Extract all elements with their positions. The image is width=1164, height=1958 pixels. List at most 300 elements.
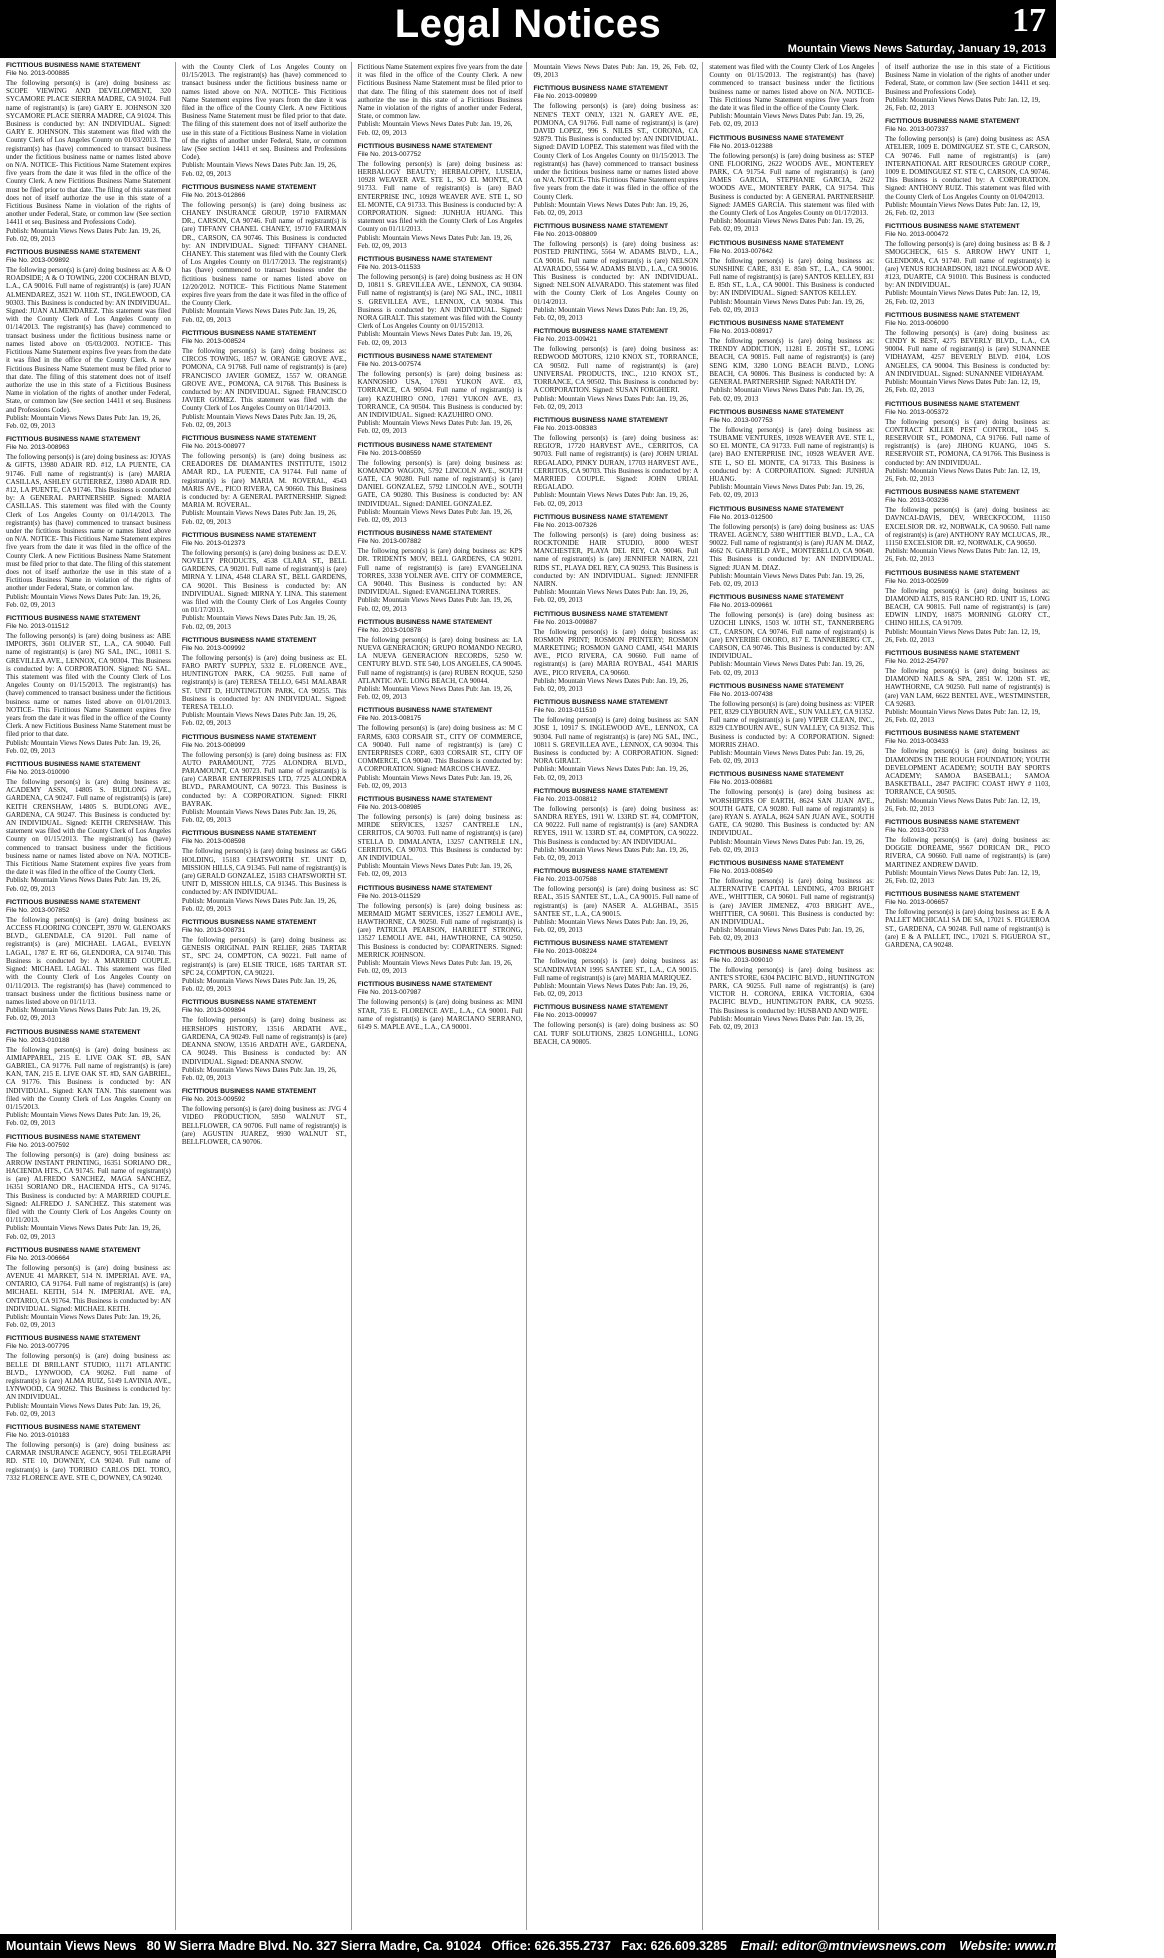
notice-file-number: File No. 2013-006664: [6, 1254, 70, 1262]
notice-heading: FICTITIOUS BUSINESS NAME STATEMENT: [885, 891, 1020, 899]
legal-notice: [358, 63, 523, 137]
notice-heading: FICTITIOUS BUSINESS NAME STATEMENT: [709, 320, 844, 328]
notice-file-number: File No. 2013-007574: [357, 360, 422, 368]
notice-heading: FICTITIOUS BUSINESS NAME STATEMENT: [709, 771, 844, 779]
notice-body: The following person(s) is (are) doing business as: CARMAR INSURANCE AGENCY, 9051 TELEGRAPH RD. STE 10, DOWNEY, CA 90240. Full name of registrant(s) is (are) TORIBIO CARLOS DEL TORO, 7332 FLORENCE AVE. STE C, DOWNEY, CA 90240.: [6, 1441, 171, 1482]
legal-notice: [885, 730, 1050, 813]
notice-heading: FICTITIOUS BUSINESS NAME STATEMENT: [357, 796, 493, 804]
notice-body: The following person(s) is (are) doing business as: MIRDE SERVICES, 13257 CANTRELE LN., CERRITOS, CA 90703. Full name of registrant(s) is (are) STELLA D. DIMALANTA, 13257 CANTRELE LN., CERRITOS, CA 90703. This Business is conducted by: AN INDIVIDUAL.: [357, 813, 523, 863]
legal-notice: [885, 312, 1050, 395]
notice-file-number: File No. 2013-012500: [709, 513, 773, 521]
legal-notice: [358, 796, 523, 879]
notice-body: statement was filed with the County Clerk of Los Angeles County on 01/15/2013. The registrant(s) has (have) commenced to transact business under the fictitious business name or names listed above on N/A. NOTICE- This Fictitious Name Statement expires five years from the date it was filed in the office of the County Clerk.: [709, 63, 875, 113]
notice-file-number: File No. 2013-008963: [6, 444, 70, 452]
notice-heading: FICTITIOUS BUSINESS NAME STATEMENT: [6, 898, 141, 906]
notice-heading: FICTITIOUS BUSINESS NAME STATEMENT: [181, 999, 317, 1007]
notice-body: The following person(s) is (are) doing business as: BELLE DI BRILLANT STUDIO, 11171 ATLANTIC BLVD., LYNWOOD, CA 90262. Full name of registrant(s) is (are) ALMA RUIZ, 5149 LAVINIA AVE., LYNWOOD, CA 90262. This Business is conducted by: AN INDIVIDUAL.: [6, 1352, 171, 1402]
notice-body: The following person(s) is (are) doing business as: FIX AUTO PARAMOUNT, 7725 ALONDRA BLVD., PARAMOUNT, CA 90723. Full name of registrant(s) is (are) CARBAR ENTERPRISES LTD, 7725 ALONDRA BLVD., PARAMOUNT, CA 90723. This Business is conducted by: A CORPORATION. Signed: FIKRI BAYRAK.: [181, 750, 347, 808]
notice-body: The following person(s) is (are) doing business as: DOGGIE DOREAME, 9567 DORICAN DR., PICO RIVERA, CA 90660. Full name of registrant(s) is (are) MARTINEZ ANDREW DAVID.: [885, 836, 1050, 869]
notice-publish-dates: Publish: Mountain Views News Dates Pub: Jan. 19, 26, Feb. 02, 09, 2013: [533, 491, 689, 508]
notice-file-number: File No. 2013-000472: [885, 231, 949, 239]
notice-file-number: File No. 2013-008809: [533, 231, 597, 239]
notice-body: The following person(s) is (are) doing business as: KANNOSHO USA, 17691 YUKON AVE. #3, TORRANCE, CA 90504. Full name of registrant(s) is (are) KAZUHIRO ONO, 17691 YUKON AVE. #3, TORRANCE, CA 90504. This Business is conducted by: AN INDIVIDUAL. Signed: KAZUHIRO ONO.: [357, 369, 523, 419]
notice-publish-dates: Publish: Mountain Views News Dates Pub: Jan. 19, 26, Feb. 02, 09, 2013: [357, 959, 513, 976]
notice-body: The following person(s) is (are) doing business as: STEP ONE FLOORING, 2622 WOODS AVE., MONTEREY PARK, CA 91754. Full name of registrant(s) is (are) JAMES GARCIA, STEPHANIE GARCIA, 2622 WOODS AVE., MONTEREY PARK, CA 91754. This Business is conducted by: A GENERAL PARTNERSHIP. Signed: JAMES GARCIA. This statement was filed with the County Clerk of Los Angeles County on 01/17/2013.: [709, 151, 875, 218]
legal-notice: [6, 761, 171, 893]
notice-body: The following person(s) is (are) doing business as: ANTE'S STORE, 6304 PACIFIC BLVD., HUNTINGTON PARK, CA 90255. Full name of registrant(s) is (are) VICTOR H. CORONA, ERIKA VICTORIA, 6304 PACIFIC BLVD., HUNTINGTON PARK, CA 90255. This Business is conducted by: HUSBAND AND WIFE.: [709, 965, 875, 1015]
legal-notice: [885, 891, 1050, 949]
notice-file-number: File No. 2013-008985: [357, 804, 422, 812]
notice-body: The following person(s) is (are) doing business as: ASA ATELIER, 1009 E. DOMINGUEZ ST. STE C, CARSON, CA 90746. Full name of registrant(s) is (are) INTERNATIONAL ART RESOURCES GROUP CORP., 1009 E. DOMINGUEZ ST. STE C, CARSON, CA 90746. This Business is conducted by: A CORPORATION. Signed: ANTHONY RUIZ. This statement was filed with the County Clerk of Los Angeles County on 01/04/2013.: [885, 135, 1050, 201]
notice-heading: FICTITIOUS BUSINESS NAME STATEMENT: [533, 85, 669, 93]
notice-file-number: File No. 2013-007795: [6, 1343, 70, 1351]
notice-publish-dates: Publish: Mountain Views News Dates Pub: Jan. 19, 26, Feb. 02, 09, 2013: [357, 120, 513, 137]
legal-notice: [533, 85, 698, 217]
notice-file-number: File No. 2013-007987: [357, 989, 422, 997]
notice-heading: FICTITIOUS BUSINESS NAME STATEMENT: [709, 505, 844, 513]
legal-notice: [533, 788, 698, 862]
notice-file-number: File No. 2013-010183: [6, 1432, 70, 1440]
notice-file-number: File No. 2013-008598: [181, 838, 246, 846]
notice-body: The following person(s) is (are) doing business as: B & J SMOGCHECK, 615 S. ARROW HWY UNIT 1, GLENDORA, CA 91740. Full name of registrant(s) is (are) VENUS RICHARDSON, 1821 INGLEWOOD AVE. #123, DUARTE, CA 91010. This Business is conducted by: AN INDIVIDUAL.: [885, 240, 1050, 290]
notice-publish-dates: Publish: Mountain Views News Dates Pub: Jan. 19, 26, Feb. 02, 09, 2013: [709, 837, 865, 854]
notice-file-number: File No. 2013-003433: [885, 738, 949, 746]
notice-publish-dates: Publish: Mountain Views News Dates Pub: Jan. 19, 26, Feb. 02, 09, 2013: [533, 845, 689, 863]
legal-notice: [709, 860, 874, 943]
notice-file-number: File No. 2013-006090: [885, 319, 949, 327]
notice-column: [6, 62, 176, 1930]
notice-heading: FICTITIOUS BUSINESS NAME STATEMENT: [357, 981, 493, 989]
notice-publish-dates: Publish: Mountain Views News Dates Pub: Jan. 12, 19, 26, Feb. 02, 2013: [885, 707, 1040, 725]
notice-publish-dates: Publish: Mountain Views News Dates Pub: Jan. 19, 26, Feb. 02, 09, 2013: [709, 386, 865, 403]
legal-notice: [358, 530, 523, 613]
notice-heading: FICTITIOUS BUSINESS NAME STATEMENT: [357, 142, 493, 150]
notice-file-number: File No. 2013-007753: [709, 416, 773, 424]
notice-file-number: File No. 2013-008812: [533, 795, 597, 803]
notice-heading: FICTITIOUS BUSINESS NAME STATEMENT: [533, 610, 669, 618]
notice-body: Mountain Views News Dates Pub: Jan. 19, 26, Feb. 02, 09, 2013: [533, 63, 699, 80]
notice-body: The following person(s) is (are) doing business as: ABE IMPORTS, 3601 OLIVER ST., L.A., CA 90040. Full name of registrant(s) is (are) NG SAL, INC., 10811 S. GREVILLEA AVE., LENNOX, CA 90304. This Business is conducted by: A CORPORATION. Signed: NG SAL. This statement was filed with the County Clerk of Los Angeles County on 01/15/2013. The registrant(s) has (have) commenced to transact business under the fictitious business name or names listed above on 01/01/2013. NOTICE- This Fictitious Name Statement expires five years from the date it was filed in the office of the County Clerk. A new Fictitious Business Name Statement must be filed prior to that date.: [6, 631, 171, 739]
notice-body: of itself authorize the use in this state of a Fictitious Business Name in violation of the rights of another under Federal, State, or common law (See section 14411 et seq. Business and Professions Code).: [885, 63, 1050, 96]
legal-notice: [358, 442, 523, 525]
notice-file-number: File No. 2013-009997: [533, 1012, 597, 1020]
notice-publish-dates: Publish: Mountain Views News Dates Pub: Jan. 19, 26, Feb. 02, 09, 2013: [357, 862, 513, 879]
notice-body: The following person(s) is (are) doing business as: E & A PALLET MICHICALI SA DE SA, 17021 S. FIGUEROA ST., GARDENA, CA 90248. Full name of registrant(s) is (are) E & A PALLET, INC., 17021 S. FIGUEROA ST., GARDENA, CA 90248.: [885, 908, 1050, 950]
notice-publish-dates: Publish: Mountain Views News Dates Pub: Jan. 19, 26, Feb. 02, 09, 2013: [533, 918, 689, 935]
notice-body: The following person(s) is (are) doing business as: DIAMOND NAILS & SPA, 2851 W. 120th ST. #E, HAWTHORNE, CA 90250. Full name of registrant(s) is (are) VAN LAM, 6622 BENTEL AVE., WESTMINSTER, CA 92683.: [885, 666, 1050, 708]
notice-body: The following person(s) is (are) doing business as: SANDRA REYES, 1911 W. 133RD ST. #4, COMPTON, CA 90222. Full name of registrant(s) is (are) SANDRA REYES, 1911 W. 133RD ST. #4, COMPTON, CA 90222. This Business is conducted by: AN INDIVIDUAL.: [533, 804, 699, 846]
notice-file-number: File No. 2013-005372: [885, 408, 949, 416]
notice-heading: FICTITIOUS BUSINESS NAME STATEMENT: [181, 329, 317, 337]
legal-notice: [709, 409, 874, 500]
legal-notice: [533, 63, 698, 79]
notice-heading: FICTITIOUS BUSINESS NAME STATEMENT: [709, 408, 844, 416]
notice-publish-dates: Publish: Mountain Views News Dates Pub: Jan. 19, 26, Feb. 02, 09, 2013: [533, 394, 689, 411]
notice-body: The following person(s) is (are) doing business as: DIAMOND ALTS, 815 RANCHO RD. UNIT 15, LONG BEACH, CA 90815. Full name of registrant(s) is (are) EDWIN LINDY, 16875 MORNING GLORY CT., CHINO HILLS, CA 91709.: [885, 586, 1050, 628]
notice-heading: FICTITIOUS BUSINESS NAME STATEMENT: [357, 530, 493, 538]
notice-column: [358, 62, 528, 1930]
notice-body: The following person(s) is (are) doing business as: MERMAID MGMT SERVICES, 13527 LEMOLI AVE., HAWTHORNE, CA 90250. Full name of registrant(s) is (are) PATRICIA PEARSON, HARRIETT STRONG, 13527 LEMOLI AVE. #41, HAWTHORNE, CA 90250. This Business is conducted by: COPARTNERS. Signed: MERRICK JOHNSON.: [357, 901, 523, 959]
notice-publish-dates: Publish: Mountain Views News Dates Pub: Jan. 19, 26, Feb. 02, 09, 2013: [709, 217, 865, 234]
legal-notice: [885, 650, 1050, 724]
legal-notice: [533, 514, 698, 605]
legal-notice: [533, 1004, 698, 1046]
notice-heading: FICTITIOUS BUSINESS NAME STATEMENT: [885, 311, 1020, 319]
legal-notice: [182, 532, 347, 631]
notice-body: with the County Clerk of Los Angeles County on 01/15/2013. The registrant(s) has (have) commenced to transact business under the fictitious business name or names listed above on N/A. NOTICE- This Fictitious Name Statement expires five years from the date it was filed in the office of the County Clerk. A new Fictitious Business Name Statement must be filed prior to that date. The filing of this statement does not of itself authorize the use in this state of a Fictitious Business Name in violation of the rights of another under Federal, State, or common law (See section 14411 et seq. Business and Professions Code).: [181, 63, 347, 162]
notice-publish-dates: Publish: Mountain Views News Dates Pub: Jan. 19, 26, Feb. 02, 09, 2013: [181, 614, 337, 631]
notice-heading: FICTITIOUS BUSINESS NAME STATEMENT: [885, 118, 1020, 126]
notice-file-number: File No. 2013-009010: [709, 956, 773, 964]
notice-heading: FICTITIOUS BUSINESS NAME STATEMENT: [6, 1028, 141, 1036]
notice-publish-dates: Publish: Mountain Views News Dates Pub: Jan. 19, 26, Feb. 02, 09, 2013: [709, 112, 865, 129]
notice-body: The following person(s) is (are) doing business as: CREADORES DE DIAMANTES INSTITUTE, 15012 AMAR RD., LA PUENTE, CA 91744. Full name of registrant(s) is (are) MARIA M. ROVERAL, 4543 MARIS AVE., PICO RIVERA, CA 90660. This Business is conducted by: A GENERAL PARTNERSHIP. Signed: MARIA M. ROVERAL.: [181, 451, 347, 510]
notice-file-number: File No. 2013-007337: [885, 126, 949, 134]
notice-body: The following person(s) is (are) doing business as: CINDY K BEST, 4275 BEVERLY BLVD., L.A., CA 90004. Full name of registrant(s) is (are) SUNANNEE VIDHAYAM, 4257 BEVERLY BLVD. #104, LOS ANGELES, CA 90004. This Business is conducted by: AN INDIVIDUAL. Signed: SUNANNEE VIDHAYAM.: [885, 328, 1050, 378]
notice-heading: FICTITIOUS BUSINESS NAME STATEMENT: [533, 223, 669, 231]
notice-publish-dates: Publish: Mountain Views News Dates Pub: Jan. 19, 26, Feb. 02, 09, 2013: [181, 161, 337, 178]
legal-notice: [533, 699, 698, 782]
notice-publish-dates: Publish: Mountain Views News Dates Pub: Jan. 19, 26, Feb. 02, 09, 2013: [181, 977, 337, 994]
notice-file-number: File No. 2013-003236: [885, 497, 949, 505]
legal-notice: [182, 830, 347, 913]
notice-file-number: File No. 2013-002599: [885, 577, 949, 585]
notice-heading: FICTITIOUS BUSINESS NAME STATEMENT: [533, 868, 669, 876]
notice-heading: FICTITIOUS BUSINESS NAME STATEMENT: [533, 513, 669, 521]
notice-column: [533, 62, 703, 1930]
notice-body: Fictitious Name Statement expires five years from the date it was filed in the office of the County Clerk. A new Fictitious Business Name Statement must be filed prior to that date. The filing of this statement does not of itself authorize the use in this state of a Fictitious Business Name in violation of the rights of another under Federal, State, or common law.: [357, 63, 523, 121]
notice-file-number: File No. 2013-007752: [357, 150, 422, 158]
notice-publish-dates: Publish: Mountain Views News Dates Pub: Jan. 19, 26, Feb. 02, 09, 2013: [6, 1401, 161, 1418]
notice-heading: FICTITIOUS BUSINESS NAME STATEMENT: [357, 618, 493, 626]
notice-publish-dates: Publish: Mountain Views News Dates Pub: Jan. 19, 26, Feb. 02, 09, 2013: [357, 773, 513, 790]
notice-publish-dates: Publish: Mountain Views News Dates Pub: Jan. 19, 26, Feb. 02, 09, 2013: [6, 738, 161, 755]
notice-body: The following person(s) is (are) doing business as: JOYAS & GIFTS, 13980 ADAIR RD. #12, LA PUENTE, CA 91746. Full name of registrant(s) is (are) MARIA CASILLAS, ASHLEY GUTIERREZ, 13980 ADAIR RD. #12, LA PUENTE, CA 91746. This Business is conducted by: A GENERAL PARTNERSHIP. Signed: MARIA CASILLAS. This statement was filed with the County Clerk of Los Angeles County on 01/14/2013. The registrant(s) has (have) commenced to transact business under the fictitious business name or names listed above on N/A. NOTICE- This Fictitious Name Statement expires five years from the date it was filed in the office of the County Clerk. A new Fictitious Business Name Statement must be filed prior to that date. The filing of this statement does not of itself authorize the use in this state of a Fictitious Business Name in violation of the rights of another under Federal, State, or common law.: [6, 453, 171, 593]
notice-publish-dates: Publish: Mountain Views News Dates Pub: Jan. 19, 26, Feb. 02, 09, 2013: [533, 676, 689, 693]
notice-body: The following person(s) is (are) doing business as: ROCKTONIDE HAIR STUDIO, 8000 WEST MANCHESTER, PLAYA DEL REY, CA 90046. Full name of registrant(s) is (are) JENNIFER NAIRN, 221 RIDS ST., PLAYA DEL REY, CA 90293. This Business is conducted by: AN INDIVIDUAL. Signed: JENNIFER NAIRN.: [533, 530, 699, 588]
notice-body: The following person(s) is (are) doing business as: SCANDINAVIAN 1995 SANTEE ST., L.A., CA 90015. Full name of registrant(s) is (are) MARIA MARIQUEZ.: [533, 957, 699, 982]
notice-publish-dates: Publish: Mountain Views News Dates Pub: Jan. 19, 26, Feb. 02, 09, 2013: [6, 1006, 161, 1023]
notice-heading: FICTITIOUS BUSINESS NAME STATEMENT: [181, 919, 317, 927]
notice-heading: FICTITIOUS BUSINESS NAME STATEMENT: [181, 434, 317, 442]
notice-file-number: File No. 2013-009899: [533, 93, 597, 101]
legal-notice: [709, 135, 874, 234]
notice-heading: FICTITIOUS BUSINESS NAME STATEMENT: [6, 1246, 141, 1254]
notice-file-number: File No. 2013-012373: [181, 539, 246, 547]
legal-notice: [533, 611, 698, 694]
notice-file-number: File No. 2013-008917: [709, 328, 773, 336]
notice-heading: FICTITIOUS BUSINESS NAME STATEMENT: [885, 223, 1020, 231]
notice-heading: FICTITIOUS BUSINESS NAME STATEMENT: [709, 239, 844, 247]
notice-file-number: File No. 2013-009421: [533, 336, 597, 344]
legal-notice: [358, 619, 523, 702]
footer-fax: Fax: 626.609.3285: [621, 1939, 727, 1953]
notice-file-number: File No. 2013-008559: [357, 449, 422, 457]
legal-notice: [182, 435, 347, 526]
notice-publish-dates: Publish: Mountain Views News Dates Pub: Jan. 19, 26, Feb. 02, 09, 2013: [6, 1313, 161, 1330]
legal-notice: [709, 683, 874, 766]
notice-heading: FICTITIOUS BUSINESS NAME STATEMENT: [6, 1133, 141, 1141]
notice-body: The following person(s) is (are) doing business as: KOMANDO WAGON, 5792 LINCOLN AVE., SOUTH GATE, CA 90280. Full name of registrant(s) is (are) DANIEL GONZALEZ, 5792 LINCOLN AVE., SOUTH GATE, CA 90280. This Business is conducted by: AN INDIVIDUAL. Signed: DANIEL GONZALEZ.: [357, 458, 523, 508]
notice-body: The following person(s) is (are) doing business as: CHANEY INSURANCE GROUP, 19710 FAIRMAN DR., CARSON, CA 90746. Full name of registrant(s) is (are) TIFFANY CHANEL CHANEY, 19710 FAIRMAN DR., CARSON, CA 90746. This Business is conducted by: AN INDIVIDUAL. Signed: TIFFANY CHANEL CHANEY. This statement was filed with the County Clerk of Los Angeles County on 01/17/2013. The registrant(s) has (have) commenced to transact business under the fictitious business name or names listed above on 12/20/2012. NOTICE- This Fictitious Name Statement expires five years from the date it was filed in the office of the County Clerk.: [181, 200, 347, 308]
legal-notice: [358, 885, 523, 976]
notice-body: The following person(s) is (are) doing business as: SC REAL, 3515 SANTEE ST., L.A., CA 90015. Full name of registrant(s) is (are) NASER A. ALGHBAL, 3515 SANTEE ST., L.A., CA 90015.: [533, 885, 699, 918]
legal-notice: [182, 1088, 347, 1146]
notice-body: The following person(s) is (are) doing business as: ARROW INSTANT PRINTING, 16351 SORIANO DR., HACIENDA HTS., CA 91745. Full name of registrant(s) is (are) ALFREDO SANCHEZ, MAGA SANCHEZ, 16351 SORIANO DR., HACIENDA HTS., CA 91745. This Business is conducted by: A MARRIED COUPLE. Signed: ALFREDO J. SANCHEZ. This statement was filed with the County Clerk of Los Angeles County on 01/11/2013.: [6, 1150, 171, 1225]
notice-file-number: File No. 2013-007852: [6, 906, 70, 914]
notice-file-number: File No. 2013-009592: [181, 1096, 246, 1104]
notice-file-number: File No. 2013-008999: [181, 741, 246, 749]
legal-notice: [182, 63, 347, 178]
notice-body: The following person(s) is (are) doing business as: H ON D, 10811 S. GREVILLEA AVE., LENNOX, CA 90304. Full name of registrant(s) is (are) NG SAL, INC., 10811 S. GREVILLEA AVE., LENNOX, CA 90304. This Business is conducted by: AN INDIVIDUAL. Signed: NORA GIRALT. This statement was filed with the County Clerk of Los Angeles County on 01/15/2013.: [357, 273, 523, 331]
legal-notice: [533, 417, 698, 508]
notice-heading: FICTITIOUS BUSINESS NAME STATEMENT: [357, 884, 493, 892]
notice-body: The following person(s) is (are) doing business as: POSTED PRINTING, 5564 W. ADAMS BLVD., L.A., CA 90016. Full name of registrant(s) is (are) NELSON ALVARADO, 5564 W. ADAMS BLVD., L.A., CA 90016. This Business is conducted by: AN INDIVIDUAL. Signed: NELSON ALVARADO. This statement was filed with the County Clerk of Los Angeles County on 01/14/2013.: [533, 240, 699, 306]
notice-body: The following person(s) is (are) doing business as: REGIO'R, 17720 HARVEST AVE., CERRITOS, CA 90703. Full name of registrant(s) is (are) JOHN URIAL REGALADO, PINKY DURAN, 17703 HARVEST AVE., CERRITOS, CA 90703. This Business is conducted by: A MARRIED COUPLE. Signed: JOHN URIAL REGALADO.: [533, 433, 699, 492]
notice-publish-dates: Publish: Mountain Views News Dates Pub: Jan. 19, 26, Feb. 02, 09, 2013: [6, 876, 161, 893]
notice-publish-dates: Publish: Mountain Views News Dates Pub: Jan. 19, 26, Feb. 02, 09, 2013: [181, 896, 337, 913]
notice-body: The following person(s) is (are) doing business as: KPS DR. TRIDENTS MOV, BELL GARDENS, CA 90201. Full name of registrant(s) is (are) EVANGELINA TORRES, 3338 YOLNER AVE. CITY OF COMMERCE, CA 90040. This Business is conducted by: AN INDIVIDUAL. Signed: EVANGELINA TORRES.: [357, 547, 523, 597]
notice-file-number: File No. 2013-008524: [181, 337, 246, 345]
notice-publish-dates: Publish: Mountain Views News Dates Pub: Jan. 12, 19, 26, Feb. 02, 2013: [885, 95, 1040, 113]
notice-file-number: File No. 2013-007592: [6, 1141, 70, 1149]
notice-file-number: File No. 2013-000885: [6, 70, 70, 77]
legal-notice: [885, 489, 1050, 563]
notice-publish-dates: Publish: Mountain Views News Dates Pub: Jan. 12, 19, 26, Feb. 02, 2013: [885, 289, 1040, 306]
legal-notice: [6, 1029, 171, 1128]
notice-heading: FICTITIOUS BUSINESS NAME STATEMENT: [357, 352, 493, 360]
legal-notice: [182, 184, 347, 324]
notice-body: The following person(s) is (are) doing business as: JVG 4 VIDEO PRODUCTION, 5950 WALNUT ST., BELLFLOWER, CA 90706. Full name of registrant(s) is (are) AGUSTIN JUAREZ, 9930 WALNUT ST., BELLFLOWER, CA 90706.: [181, 1105, 347, 1146]
legal-notice: [533, 868, 698, 934]
notice-publish-dates: Publish: Mountain Views News Dates Pub: Jan. 12, 19, 26, Feb. 02, 2013: [885, 200, 1040, 218]
notice-body: The following person(s) is (are) doing business as: DIAMONDS IN THE ROUGH FOUNDATION; YOUTH DEVELOPMENT ACADEMY; SOUTH BAY SPORTS ACADEMY; SAMOA BASEBALL; SAMOA BASKETBALL, 2847 PACIFIC COAST HWY # 1103, TORRANCE, CA 90505.: [885, 747, 1050, 797]
legal-notice: [533, 223, 698, 322]
dateline: Mountain Views News Saturday, January 19, 2013: [787, 43, 1046, 55]
notice-file-number: File No. 2013-006657: [885, 899, 949, 907]
notice-body: The following person(s) is (are) doing business as: LA NUEVA GENERACION; GRUPO ROMANDO NEGRO, LA NUEVA GENERACION RECORDS, 5250 W. CENTURY BLVD. STE 540, LOS ANGELES, CA 90045. Full name of registrant(s) is (are) RUBEN ROQUE, 5250 ATLANTIC AVE. LONG BEACH, CA 90044.: [357, 635, 523, 685]
notice-file-number: File No. 2013-008549: [709, 868, 773, 876]
notice-heading: FICTITIOUS BUSINESS NAME STATEMENT: [533, 940, 669, 948]
notice-heading: FICTITIOUS BUSINESS NAME STATEMENT: [357, 256, 493, 264]
legal-notice: [6, 899, 171, 1023]
notice-publish-dates: Publish: Mountain Views News Dates Pub: Jan. 19, 26, Feb. 02, 09, 2013: [357, 330, 513, 347]
legal-notices-columns: [6, 62, 1050, 1930]
legal-notice: [358, 353, 523, 436]
legal-notice: [885, 63, 1050, 112]
legal-notice: [709, 506, 874, 589]
notice-body: The following person(s) is (are) doing business as: VIPER PET, 8329 CLYBOURN AVE., SUN VALLEY, CA 91352. Full name of registrant(s) is (are) VIPER CLEAN, INC., 8329 CLYBOURN AVE., SUN VALLEY, CA 91352. This Business is conducted by: A CORPORATION. Signed: MORRIS ZHAO.: [709, 699, 875, 749]
notice-heading: FICTITIOUS BUSINESS NAME STATEMENT: [533, 416, 669, 424]
notice-publish-dates: Publish: Mountain Views News Dates Pub: Jan. 19, 26, Feb. 02, 09, 2013: [533, 588, 689, 605]
notice-heading: FICTITIOUS BUSINESS NAME STATEMENT: [709, 594, 844, 602]
notice-publish-dates: Publish: Mountain Views News Dates Pub: Jan. 19, 26, Feb. 02, 09, 2013: [181, 711, 337, 728]
masthead: [0, 0, 1056, 58]
notice-column: [885, 62, 1050, 1930]
legal-notice: [6, 1424, 171, 1482]
notice-publish-dates: Publish: Mountain Views News Dates Pub: Jan. 19, 26, Feb. 02, 09, 2013: [181, 808, 337, 825]
notice-file-number: File No. 2013-008224: [533, 948, 597, 956]
legal-notice: [6, 1247, 171, 1330]
legal-notice: [533, 328, 698, 411]
notice-publish-dates: Publish: Mountain Views News Dates Pub: Jan. 19, 26, Feb. 02, 09, 2013: [357, 419, 513, 436]
notice-file-number: File No. 2013-009894: [181, 1007, 246, 1015]
notice-publish-dates: Publish: Mountain Views News Dates Pub: Jan. 12, 19, 26, Feb. 02, 2013: [885, 378, 1040, 395]
notice-body: The following person(s) is (are) doing business as: ROSMON PRINT; ROSMON PRINTERY; ROSMON MARKETING; ROSMON GANO CAMI, 4541 MARIS AVE., PICO RIVERA, CA 90660. Full name of registrant(s) is (are) MARIA ROYBAL, 4541 MARIS AVE., PICO RIVERA, CA 90660.: [533, 627, 699, 677]
legal-notice: [709, 320, 874, 403]
notice-publish-dates: Publish: Mountain Views News Dates Pub: Jan. 19, 26, Feb. 02, 09, 2013: [357, 596, 513, 613]
notice-body: The following person(s) is (are) doing business as: DAVNCAI-DAVIS, DEV, WRECKFOCOM, 11150 EXCELSIOR DR. #2, NORWALK, CA 90650. Full name of registrant(s) is (are) ANTHONY RAY MCLUCAS, JR., 11150 EXCELSIOR DR. #2, NORWALK, CA 90650.: [885, 506, 1050, 547]
legal-notice: [182, 734, 347, 825]
notice-publish-dates: Publish: Mountain Views News Dates Pub: Jan. 19, 26, Feb. 02, 09, 2013: [709, 749, 865, 766]
notice-heading: FICTITIOUS BUSINESS NAME STATEMENT: [357, 707, 493, 715]
notice-publish-dates: Publish: Mountain Views News Dates Pub: Jan. 12, 19, 26, Feb. 02, 2013: [885, 627, 1040, 644]
notice-heading: FICTITIOUS BUSINESS NAME STATEMENT: [533, 328, 669, 336]
notice-file-number: File No. 2013-012866: [181, 191, 246, 199]
notice-file-number: File No. 2013-007588: [533, 876, 597, 884]
notice-heading: FICTITIOUS BUSINESS NAME STATEMENT: [181, 531, 317, 539]
notice-file-number: File No. 2013-011533: [357, 264, 421, 272]
notice-heading: FICTITIOUS BUSINESS NAME STATEMENT: [181, 1088, 317, 1096]
page-footer: [0, 1934, 1164, 1958]
page-number: 17: [1012, 2, 1046, 39]
notice-file-number: File No. 2013-012388: [709, 142, 773, 150]
notice-heading: FICTITIOUS BUSINESS NAME STATEMENT: [709, 948, 844, 956]
legal-notice: [885, 401, 1050, 484]
notice-publish-dates: Publish: Mountain Views News Dates Pub: Jan. 19, 26, Feb. 02, 09, 2013: [709, 571, 865, 588]
notice-body: The following person(s) is (are) doing business as: HERBALOGY BEAUTY; HERBALOPHY, LUSEIA, 10928 WEAVER AVE. STE L, SO EL MONTE, CA 91733. Full name of registrant(s) is (are) BAO ENTERPRISE INC, 10928 WEAVER AVE. STE L, SO EL MONTE, CA 91733. This Business is conducted by: A CORPORATION. Signed: JUNHUA HUANG. This statement was filed with the County Clerk of Los Angeles County on 01/11/2013.: [357, 159, 523, 234]
notice-heading: FICTITIOUS BUSINESS NAME STATEMENT: [6, 436, 141, 444]
notice-file-number: File No. 2013-007882: [357, 538, 422, 546]
notice-heading: FICTITIOUS BUSINESS NAME STATEMENT: [6, 614, 141, 622]
notice-publish-dates: Publish: Mountain Views News Dates Pub: Jan. 12, 19, 26, Feb. 02, 2013: [885, 547, 1040, 564]
notice-body: The following person(s) is (are) doing business as: TRENDY ADDICTION, 11281 E. 205TH ST., LONG BEACH, CA 90815. Full name of registrant(s) is (are) SENG KIM, 3280 LONG BEACH BLVD., LONG BEACH, CA 90806. This Business is conducted by: A GENERAL PARTNERSHIP. Signed: NARATH DY.: [709, 337, 875, 387]
notice-heading: FICTITIOUS BUSINESS NAME STATEMENT: [885, 400, 1020, 408]
notice-body: The following person(s) is (are) doing business as: AVENUE 41 MARKET, 514 N. IMPERIAL AVE. #A, ONTARIO, CA 91764. Full name of registrant(s) is (are) MICHAEL KEITH, 514 N. IMPERIAL AVE. #A, ONTARIO, CA 91764. This Business is conducted by: AN INDIVIDUAL. Signed: MICHAEL KEITH.: [6, 1263, 171, 1313]
notice-body: The following person(s) is (are) doing business as: UZOCHI LINKS, 1503 W. 10TH ST., TANNERBERG CT., CARSON, CA 90746. Full name of registrant(s) is (are) ENYERIBE OKORO, 817 E. TANNERBERG CT., CARSON, CA 90746. This Business is conducted by: AN INDIVIDUAL.: [709, 611, 875, 661]
legal-notice: [358, 256, 523, 347]
notice-file-number: File No. 2013-008383: [533, 424, 597, 432]
footer-website[interactable]: Website: www.mtnviewsnews.com: [959, 1939, 1164, 1953]
notice-body: The following person(s) is (are) doing business as: TSUBAME VENTURES, 10928 WEAVER AVE. STE L, SO EL MONTE, CA 91733. Full name of registrant(s) is (are) BAO ENTERPRISE INC, 10928 WEAVER AVE. STE L, SO EL MONTE, CA 91733. This Business is conducted by: A CORPORATION. Signed: JUNHUA HUANG.: [709, 425, 875, 483]
notice-heading: FICTITIOUS BUSINESS NAME STATEMENT: [357, 441, 493, 449]
notice-body: The following person(s) is (are) doing business as: UAS TRAVEL AGENCY, 5380 WHITTIER BLVD., L.A., CA 90022. Full name of registrant(s) is (are) JUAN M. DIAZ, 4662 N. GARFIELD AVE., MONTEBELLO, CA 90640. This Business is conducted by: AN INDIVIDUAL. Signed: JUAN M. DIAZ.: [709, 522, 875, 572]
notice-heading: FICTITIOUS BUSINESS NAME STATEMENT: [181, 183, 317, 191]
notice-publish-dates: Publish: Mountain Views News Dates Pub: Jan. 19, 26, Feb. 02, 09, 2013: [181, 1065, 337, 1082]
notice-body: The following person(s) is (are) doing business as: ACADEMY ASSN, 14805 S. BUDLONG AVE., GARDENA, CA 90247. Full name of registrant(s) is (are) KEITH CRENSHAW, 14805 S. BUDLONG AVE., GARDENA, CA 90247. This Business is conducted by: AN INDIVIDUAL. Signed: KEITH CRENSHAW. This statement was filed with the County Clerk of Los Angeles County on 01/15/2013. The registrant(s) has (have) commenced to transact business under the fictitious business name or names listed above on N/A. NOTICE- This Fictitious Name Statement expires five years from the date it was filed in the office of the County Clerk.: [6, 778, 171, 877]
legal-notice: [885, 223, 1050, 306]
notice-heading: FICTITIOUS BUSINESS NAME STATEMENT: [181, 733, 317, 741]
legal-notice: [358, 707, 523, 790]
footer-office: Office: 626.355.2737: [491, 1939, 611, 1953]
legal-notice: [6, 436, 171, 609]
notice-publish-dates: Publish: Mountain Views News Dates Pub: Jan. 19, 26, Feb. 02, 09, 2013: [709, 483, 865, 500]
footer-publication: Mountain Views News: [6, 1939, 137, 1953]
notice-file-number: File No. 2013-007438: [709, 690, 773, 698]
notice-publish-dates: Publish: Mountain Views News Dates Pub: Jan. 19, 26, Feb. 02, 09, 2013: [6, 1111, 161, 1128]
notice-body: The following person(s) is (are) doing business as: EL FARO PARTY SUPPLY, 5332 E. FLORENCE AVE., HUNTINGTON PARK, CA 90255. Full name of registrant(s) is (are) TERESA TELLO, 6451 MALABAR ST. UNIT D, HUNTINGTON PARK, CA 90255. This Business is conducted by: AN INDIVIDUAL. Signed: TERESA TELLO.: [181, 653, 347, 711]
notice-file-number: File No. 2013-011512: [6, 622, 69, 630]
legal-notice: [358, 981, 523, 1031]
legal-notice: [709, 949, 874, 1032]
notice-body: The following person(s) is (are) doing business as: SUNSHINE CARE, 831 E. 85th ST., L.A., CA 90001. Full name of registrant(s) is (are) SANTOS KELLEY, 831 E. 85th ST., L.A., CA 90001. This Business is conducted by: AN INDIVIDUAL. Signed: SANTOS KELLEY.: [709, 256, 875, 298]
section-title: Legal Notices: [394, 2, 662, 46]
legal-notice: [533, 940, 698, 998]
footer-address: 80 W Sierra Madre Blvd. No. 327 Sierra Madre, Ca. 91024: [146, 1939, 481, 1953]
notice-publish-dates: Publish: Mountain Views News Dates Pub: Jan. 19, 26, Feb. 02, 09, 2013: [709, 660, 865, 677]
notice-body: The following person(s) is (are) doing business as: WORSHIPERS OF EARTH, 8624 SAN JUAN AVE., SOUTH GATE, CA 90280. Full name of registrant(s) is (are) RYAN S. AYALA, 8624 SAN JUAN AVE., SOUTH GATE, CA 90280. This Business is conducted by: AN INDIVIDUAL.: [709, 788, 875, 838]
notice-file-number: File No. 2013-008681: [709, 779, 773, 787]
notice-heading: FICTITIOUS BUSINESS NAME STATEMENT: [885, 819, 1020, 827]
notice-body: The following person(s) is (are) doing business as: NENE'S TEXT ONLY, 1321 N. GAREY AVE. #E, POMONA, CA 91766. Full name of registrant(s) is (are) DAVID LOPEZ, 996 S. NILES ST., CORONA, CA 92879. This Business is conducted by: AN INDIVIDUAL. Signed: DAVID LOPEZ. This statement was filed with the County Clerk of Los Angeles County on 01/15/2013. The registrant(s) has (have) commenced to transact business under the fictitious business name or names listed above on N/A. NOTICE- This Fictitious Name Statement expires five years from the date it was filed in the office of the County Clerk.: [533, 102, 699, 201]
legal-notice: [182, 999, 347, 1082]
notice-heading: FICTITIOUS BUSINESS NAME STATEMENT: [709, 682, 844, 690]
legal-notice: [6, 62, 171, 243]
notice-body: The following person(s) is (are) doing business as: HERSHOPS HISTORY, 13516 ARDATH AVE., GARDENA, CA 90249. Full name of registrant(s) is (are) DEANNA SNOW, 13516 ARDATH AVE., GARDENA, CA 90249. This Business is conducted by: AN INDIVIDUAL. Signed: DEANNA SNOW.: [181, 1016, 347, 1066]
notice-heading: FICTITIOUS BUSINESS NAME STATEMENT: [6, 1424, 141, 1432]
notice-file-number: File No. 2013-009661: [709, 602, 773, 610]
legal-notice: [182, 637, 347, 728]
notice-file-number: File No. 2013-007642: [709, 247, 773, 255]
legal-notice: [709, 594, 874, 677]
notice-heading: FICTITIOUS BUSINESS NAME STATEMENT: [885, 569, 1020, 577]
notice-body: The following person(s) is (are) doing business as: GENESIS ORIGINAL PAIN RELIEF, 2685 TARTAR ST., SPC 24, COMPTON, CA 90221. Full name of registrant(s) is (are) ELSIE TRICE, 1685 TARTAR ST. SPC 24, COMPTON, CA 90221.: [181, 936, 347, 977]
notice-body: The following person(s) is (are) doing business as: REDWOOD MOTORS, 1210 KNOX ST., TORRANCE, CA 90502. Full name of registrant(s) is (are) UNIVERSAL PRODUCTS, INC., 1210 KNOX ST., TORRANCE, CA 90502. This Business is conducted by: A CORPORATION. Signed: SUSAN FORGHIERI.: [533, 345, 699, 395]
legal-notice: [6, 1134, 171, 1241]
notice-column: [709, 62, 879, 1930]
notice-heading: FICTITIOUS BUSINESS NAME STATEMENT: [533, 1004, 669, 1012]
notice-publish-dates: Publish: Mountain Views News Dates Pub: Jan. 19, 26, Feb. 02, 09, 2013: [6, 413, 161, 430]
notice-publish-dates: Publish: Mountain Views News Dates Pub: Jan. 19, 26, Feb. 02, 09, 2013: [6, 1224, 161, 1241]
notice-heading: FICTITIOUS BUSINESS NAME STATEMENT: [533, 787, 669, 795]
notice-file-number: File No. 2013-010188: [6, 1036, 70, 1044]
notice-body: The following person(s) is (are) doing business as: M C FARMS, 6303 CORSAIR ST., CITY OF COMMERCE, CA 90040. Full name of registrant(s) is (are) C ENTERPRISES CORP., 6303 CORSAIR ST., CITY OF COMMERCE, CA 90040. This Business is conducted by: A CORPORATION. Signed: MARCOS CHAVEZ.: [357, 724, 523, 774]
notice-publish-dates: Publish: Mountain Views News Dates Pub: Jan. 19, 26, Feb. 02, 09, 2013: [357, 684, 513, 702]
legal-notice: [709, 771, 874, 854]
notice-body: The following person(s) is (are) doing business as: ACCESS FLOORING CONCEPT, 3970 W. GLENOAKS BLVD., GLENDALE, CA 91201. Full name of registrant(s) is (are) MICHAEL LAGAL, EVELYN LAGAL, 1787 E. RT 66, GLENDORA, CA 91740. This Business is conducted by: A MARRIED COUPLE. Signed: MICHAEL LAGAL. This statement was filed with the County Clerk of Los Angeles County on 01/11/2013. The registrant(s) has (have) commenced to transact business under the fictitious business name or names listed above on 01/11/13.: [6, 915, 171, 1006]
notice-file-number: File No. 2013-007326: [533, 521, 597, 529]
notice-heading: FICTITIOUS BUSINESS NAME STATEMENT: [885, 730, 1020, 738]
notice-heading: FICTITIOUS BUSINESS NAME STATEMENT: [885, 489, 1020, 497]
notice-body: The following person(s) is (are) doing business as: CONTRACT KILLER PEST CONTROL, 1045 S. RESERVOIR ST., POMONA, CA 91766. Full name of registrant(s) is (are) JIHONG KUANG, 1045 S. RESERVOIR ST., POMONA, CA 91766. This Business is conducted by: AN INDIVIDUAL.: [885, 417, 1050, 467]
notice-heading: FICTITIOUS BUSINESS NAME STATEMENT: [709, 860, 844, 868]
notice-publish-dates: Publish: Mountain Views News Dates Pub: Jan. 19, 26, Feb. 02, 09, 2013: [709, 926, 865, 943]
legal-notice: [709, 240, 874, 314]
notice-file-number: File No. 2013-011510: [533, 707, 597, 715]
notice-publish-dates: Publish: Mountain Views News Dates Pub: Jan. 19, 26, Feb. 02, 09, 2013: [181, 412, 337, 429]
notice-heading: FICTITIOUS BUSINESS NAME STATEMENT: [6, 1335, 141, 1343]
notice-body: The following person(s) is (are) doing business as: SAN JOSE 1, 10917 S. INGLEWOOD AVE., LENNOX, CA 90304. Full name of registrant(s) is (are) NG SAL, INC., 10811 S. GREVILLEA AVE., LENNOX, CA 90304. This Business is conducted by: A CORPORATION. Signed: NORA GIRALT.: [533, 716, 699, 766]
notice-publish-dates: Publish: Mountain Views News Dates Pub: Jan. 12, 19, 26, Feb. 02, 2013: [885, 796, 1040, 813]
notice-heading: FICTITIOUS BUSINESS NAME STATEMENT: [709, 134, 844, 142]
notice-publish-dates: Publish: Mountain Views News Dates Pub: Jan. 19, 26, Feb. 02, 09, 2013: [533, 305, 689, 323]
notice-publish-dates: Publish: Mountain Views News Dates Pub: Jan. 19, 26, Feb. 02, 09, 2013: [533, 765, 689, 782]
notice-heading: FICTITIOUS BUSINESS NAME STATEMENT: [533, 699, 669, 707]
legal-notice: [885, 118, 1050, 217]
notice-heading: FICTITIOUS BUSINESS NAME STATEMENT: [181, 636, 317, 644]
notice-file-number: File No. 2013-010090: [6, 769, 70, 777]
notice-body: The following person(s) is (are) doing business as: SCOPE VIEWING AND DEVELOPMENT, 320 SYCAMORE PLACE SIERRA MADRE, CA 91024. Full name of registrant(s) is (are) GARY E. JOHNSON 320 SYCAMORE PLACE SIERRA MADRE, CA 91024. This Business is conducted by: AN INDIVIDUAL. Signed: GARY E. JOHNSON. This statement was filed with the County Clerk of Los Angeles County on 01/03/2013. The registrant(s) has (have) commenced to transact business under the fictitious business name or names listed above on N/A. NOTICE- This Fictitious Name Statement expires five years from the date it was filed in the office of the County Clerk. A new Fictitious Business Name Statement must be filed prior to that date. The filing of this statement does not of itself authorize the use in this state of a Fictitious Business Name in violation of the rights of another under Federal, State, or common law (See section 14411 et seq. Business and Professions Code).: [6, 79, 171, 227]
legal-notice: [6, 615, 171, 755]
legal-notice: [182, 919, 347, 993]
notice-file-number: File No. 2012-254797: [885, 657, 949, 665]
notice-file-number: File No. 2013-009892: [6, 257, 70, 265]
footer-email[interactable]: Email: editor@mtnviewsnews.com: [740, 1939, 946, 1953]
notice-body: The following person(s) is (are) doing business as: CIRCOS TOWING, 1857 W. ORANGE GROVE AVE., POMONA, CA 91768. Full name of registrant(s) is (are) FRANCISCO JAVIER GOMEZ, 1557 W. ORANGE GROVE AVE., POMONA, CA 91768. This Business is conducted by: AN INDIVIDUAL. Signed: FRANCISCO JAVIER GOMEZ. This statement was filed with the County Clerk of Los Angeles County on 01/14/2013.: [181, 346, 347, 413]
legal-notice: [6, 249, 171, 430]
notice-publish-dates: Publish: Mountain Views News Dates Pub: Jan. 19, 26, Feb. 02, 09, 2013: [709, 297, 865, 314]
notice-publish-dates: Publish: Mountain Views News Dates Pub: Jan. 12, 19, 26, Feb. 02, 2013: [885, 868, 1040, 886]
